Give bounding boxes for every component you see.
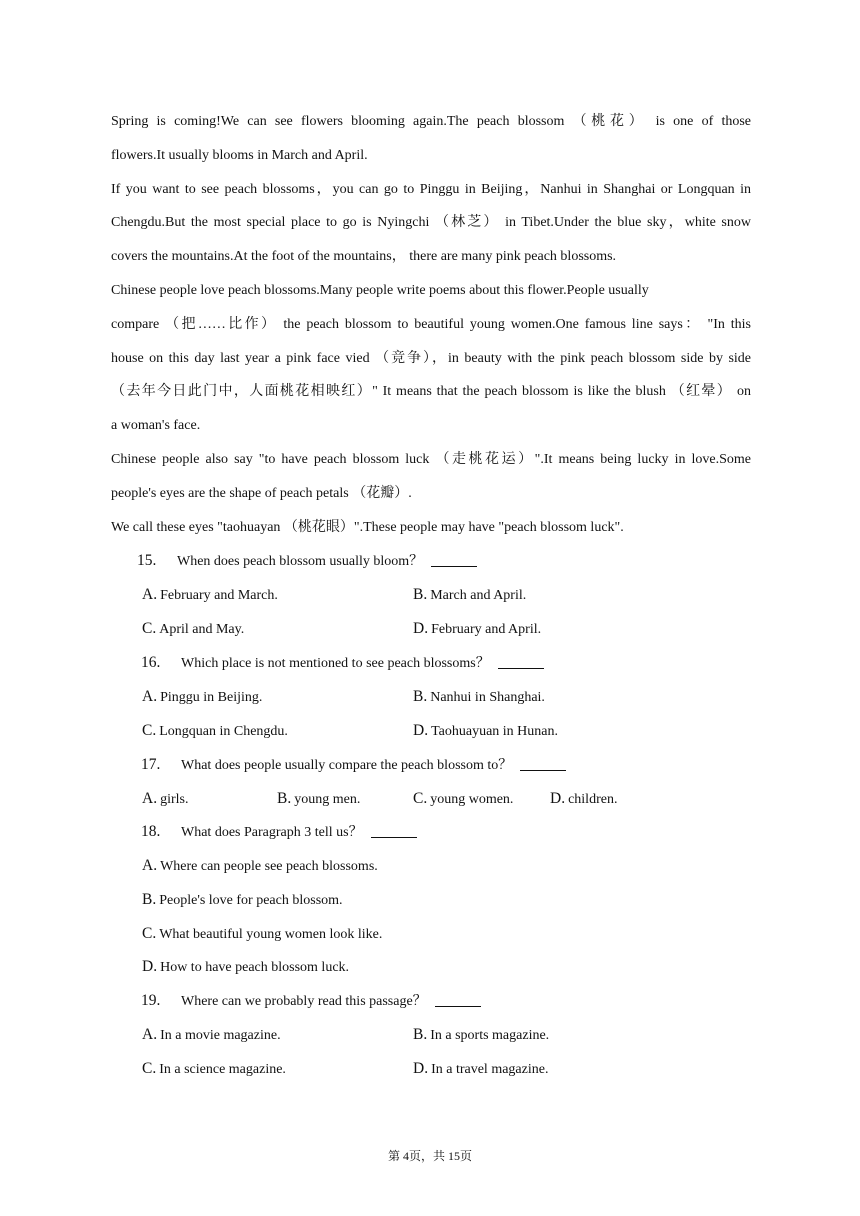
option-text: In a movie magazine. [160,1028,281,1043]
option-letter: D. [550,790,566,807]
option-letter: B. [142,891,157,908]
option-letter: C. [142,925,157,942]
option-text: Where can people see peach blossoms. [160,859,378,874]
option-letter: B. [413,1026,428,1043]
option-text: young men. [294,792,361,807]
option-16-b [413,680,545,714]
answer-blank [435,990,481,1007]
passage-line: house on this day last year a pink face vied （竞争），in beauty with the pink peach blossom side by side [111,350,751,366]
option-text: How to have peach blossom luck. [160,960,350,975]
option-text: April and May. [159,622,245,637]
question-number: 16. [141,654,161,671]
option-15-a [142,578,278,612]
option-letter: C. [142,722,157,739]
option-text: Nanhui in Shanghai. [430,690,545,705]
option-text: Taohuayuan in Hunan. [431,724,559,739]
option-letter: D. [413,722,429,739]
option-18-c [142,917,382,951]
question-number: 17. [141,756,161,773]
passage-line: Chengdu.But the most special place to go is Nyingchi （林芝） in Tibet.Under the blue sky，white snow [111,215,751,231]
option-text: Pinggu in Beijing. [160,690,263,705]
option-letter: A. [142,586,158,603]
option-letter: C. [142,620,157,637]
answer-blank [431,550,477,567]
option-16-d [413,714,558,748]
option-15-d [413,612,541,646]
passage-line: We call these eyes "taohuayan （桃花眼）".These people may have "peach blossom luck". [111,519,624,535]
option-text: In a science magazine. [159,1062,286,1077]
reading-passage [111,105,751,544]
question-text: Where can we probably read this passage？ [181,994,427,1009]
option-text: In a sports magazine. [430,1028,550,1043]
option-17-b [277,782,360,816]
option-letter: B. [413,688,428,705]
option-text: March and April. [430,588,527,603]
option-text: What beautiful young women look like. [159,927,383,942]
question-18 [141,815,417,849]
page-footer: 第 4页，共 15页 [387,1149,472,1163]
option-letter: A. [142,1026,158,1043]
question-number: 15. [137,552,157,569]
option-text: In a travel magazine. [431,1062,549,1077]
option-18-a [142,849,378,883]
answer-blank [520,754,566,771]
option-19-a [142,1018,281,1052]
answer-blank [498,652,544,669]
option-text: Longquan in Chengdu. [159,724,288,739]
option-letter: D. [413,1060,429,1077]
question-text: Which place is not mentioned to see peach blossoms？ [181,656,490,671]
question-number: 19. [141,992,161,1009]
option-text: People's love for peach blossom. [159,893,343,908]
option-16-a [142,680,262,714]
option-letter: A. [142,688,158,705]
option-letter: A. [142,857,158,874]
question-text: When does peach blossom usually bloom？ [177,554,424,569]
passage-line: Chinese people also say "to have peach blossom luck （走桃花运）".It means being lucky in love.Some [111,451,751,467]
question-17 [141,748,566,782]
option-19-c [142,1052,286,1086]
option-16-c [142,714,288,748]
option-17-c [413,782,513,816]
passage-line: flowers.It usually blooms in March and April. [111,147,368,163]
option-text: girls. [160,792,189,807]
option-letter: C. [413,790,428,807]
passage-line: compare （把……比作） the peach blossom to beautiful young women.One famous line says： "In this [111,316,751,332]
question-15 [137,544,477,578]
passage-line: a woman's face. [111,418,201,434]
question-text: What does people usually compare the peach blossom to？ [181,758,513,773]
question-16 [141,646,544,680]
option-letter: A. [142,790,158,807]
option-letter: B. [413,586,428,603]
option-letter: D. [413,620,429,637]
option-text: February and April. [431,622,542,637]
option-text: February and March. [160,588,278,603]
option-15-b [413,578,526,612]
option-letter: B. [277,790,292,807]
option-17-a [142,782,188,816]
passage-line: covers the mountains.At the foot of the mountains， there are many pink peach blossoms. [111,249,617,265]
answer-blank [371,821,417,838]
passage-line: Chinese people love peach blossoms.Many people write poems about this flower.People usually [111,282,649,298]
option-15-c [142,612,244,646]
option-17-d [550,782,617,816]
question-text: What does Paragraph 3 tell us？ [181,825,363,840]
option-text: children. [568,792,618,807]
question-19 [141,984,481,1018]
question-number: 18. [141,823,161,840]
option-text: young women. [430,792,514,807]
option-19-d [413,1052,548,1086]
passage-line: people's eyes are the shape of peach petals （花瓣）. [111,485,412,501]
option-letter: D. [142,958,158,975]
option-19-b [413,1018,549,1052]
passage-line: If you want to see peach blossoms，you can go to Pinggu in Beijing，Nanhui in Shanghai or Longquan in [111,181,751,197]
option-18-d [142,950,349,984]
passage-line: （去年今日此门中，人面桃花相映红）" It means that the peach blossom is like the blush （红晕） on [111,384,751,400]
passage-line: Spring is coming!We can see flowers blooming again.The peach blossom （桃花） is one of those [111,114,751,129]
option-18-b [142,883,343,917]
option-letter: C. [142,1060,157,1077]
